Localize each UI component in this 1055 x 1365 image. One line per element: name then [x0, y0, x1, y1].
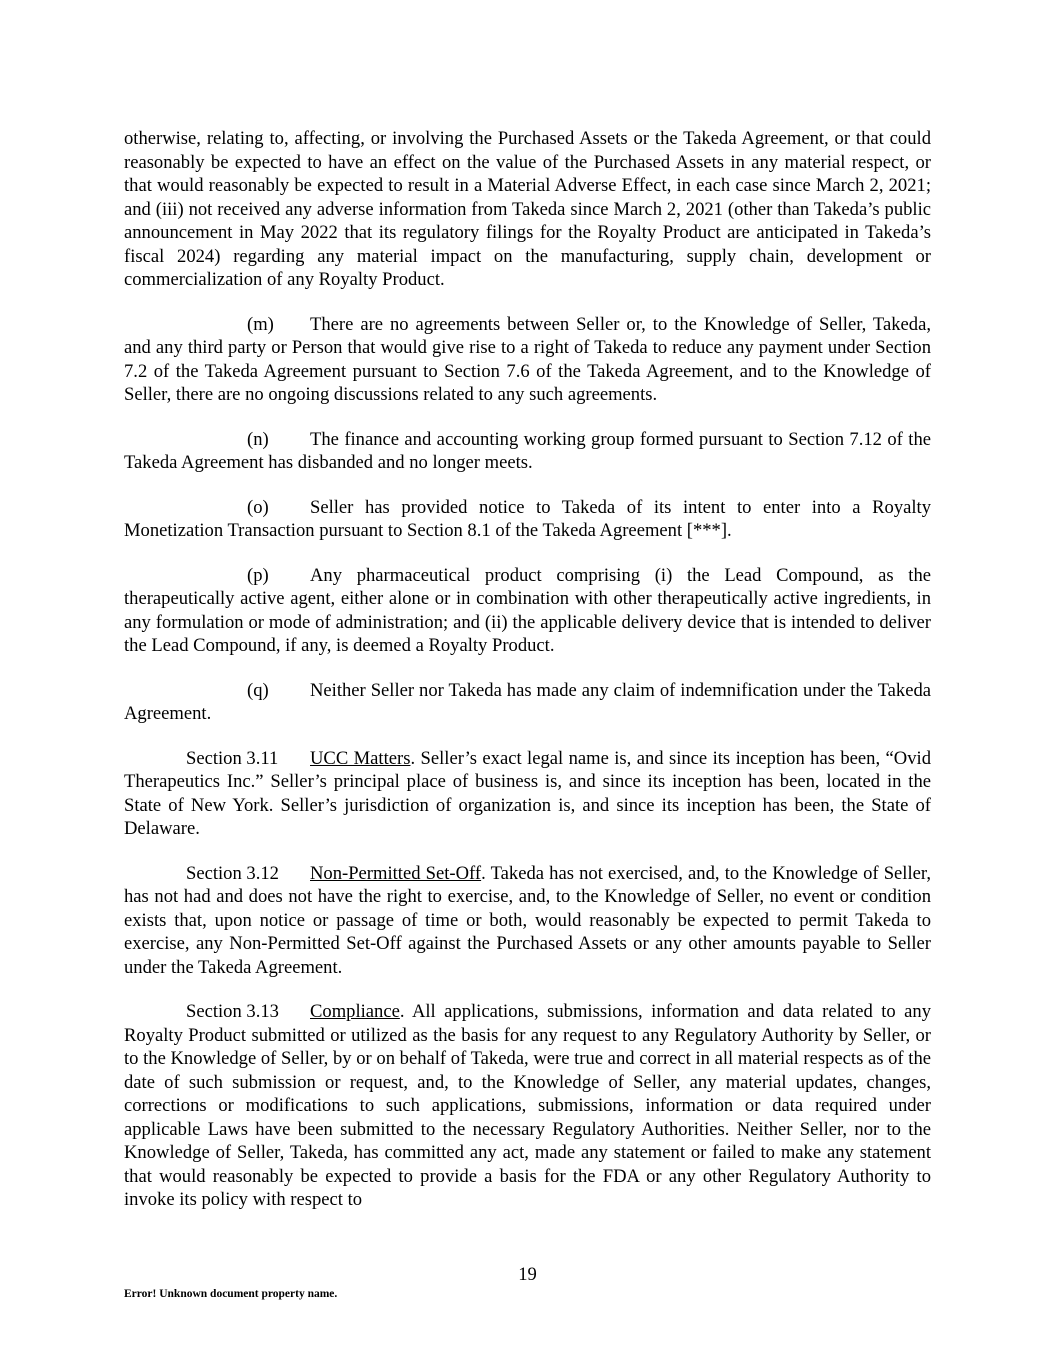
- section-text: . Takeda has not exercised, and, to the Knowledge of Seller, has not had and does not have the right to exercise, and, to the Knowledge of Seller, no event or condition exists that, upon notice or passage of time or both, would reasonably be expected to permit Takeda to exercise, any Non-Permitted Set-Off against the Purchased Assets or any other amounts payable to Seller under the Takeda Agreement.: [124, 862, 931, 978]
- page-number: 19: [518, 1264, 537, 1285]
- clause-number: (o): [247, 496, 269, 518]
- clause-number: (p): [247, 564, 269, 586]
- section-heading: UCC Matters: [310, 747, 411, 769]
- clause-text: Seller has provided notice to Takeda of its intent to enter into a Royalty Monetization Transaction pursuant to Section 8.1 of the Takeda Agreement [***].: [124, 496, 931, 541]
- section-3-13: [124, 1000, 931, 1212]
- clause-number: (m): [247, 313, 274, 335]
- clause-n: [124, 428, 931, 475]
- section-text: . All applications, submissions, information and data related to any Royalty Product submitted or utilized as the basis for any request to any Regulatory Authority by Seller, or to the Knowledge of Seller, by or on behalf of Takeda, were true and correct in all material respects as of the date of such submission or request, and, to the Knowledge of Seller, any material updates, changes, corrections or modifications to such applications, submissions, information or data required under applicable Laws have been submitted to the necessary Regulatory Authorities. Neither Seller, nor to the Knowledge of Seller, Takeda, has committed any act, made any statement or failed to make any statement that would reasonably be expected to provide a basis for the FDA or any other Regulatory Authority to invoke its policy with respect to: [124, 1001, 931, 1210]
- section-number: Section 3.12: [186, 862, 279, 884]
- section-number: Section 3.11: [186, 747, 279, 769]
- section-heading: Non-Permitted Set-Off: [310, 862, 482, 884]
- clause-p: [124, 564, 931, 658]
- continuation-paragraph: otherwise, relating to, affecting, or involving the Purchased Assets or the Takeda Agreement, or that could reasonably be expected to have an effect on the value of the Purchased Assets in any material respect, or that would reasonably be expected to result in a Material Adverse Effect, in each case since March 2, 2021; and (iii) not received any adverse information from Takeda since March 2, 2021 (other than Takeda’s public announcement in May 2022 that its regulatory filings for the Royalty Product are anticipated in Takeda’s fiscal 2024) regarding any material impact on the manufacturing, supply chain, development or commercialization of any Royalty Product.: [124, 128, 931, 290]
- clause-number: (q): [247, 679, 269, 701]
- clause-text: Neither Seller nor Takeda has made any claim of indemnification under the Takeda Agreement.: [124, 679, 931, 724]
- section-3-12: [124, 862, 931, 980]
- clause-text: Any pharmaceutical product comprising (i) the Lead Compound, as the therapeutically active agent, either alone or in combination with other therapeutically active ingredients, in any formulation or mode of administration; and (ii) the applicable delivery device that is intended to deliver the Lead Compound, if any, is deemed a Royalty Product.: [124, 564, 931, 656]
- section-3-11: [124, 747, 931, 841]
- section-text: . Seller’s exact legal name is, and since its inception has been, “Ovid Therapeutics Inc.” Seller’s principal place of business is, and since its inception has been, located in the State of New York. Seller’s jurisdiction of organization is, and since its inception has been, the State of Delaware.: [124, 747, 931, 839]
- document-body: [124, 127, 931, 1233]
- section-number: Section 3.13: [186, 1001, 279, 1022]
- clause-number: (n): [247, 428, 269, 450]
- clause-text: There are no agreements between Seller or, to the Knowledge of Seller, Takeda, and any third party or Person that would give rise to a right of Takeda to reduce any payment under Section 7.2 of the Takeda Agreement pursuant to Section 7.6 of the Takeda Agreement, and to the Knowledge of Seller, there are no ongoing discussions related to any such agreements.: [124, 313, 931, 405]
- clause-m: [124, 313, 931, 407]
- clause-text: The finance and accounting working group formed pursuant to Section 7.12 of the Takeda Agreement has disbanded and no longer meets.: [124, 428, 931, 473]
- section-heading: Compliance: [310, 1001, 400, 1022]
- clause-o: [124, 496, 931, 543]
- clause-q: [124, 679, 931, 726]
- footer-error-text: Error! Unknown document property name.: [124, 1288, 338, 1300]
